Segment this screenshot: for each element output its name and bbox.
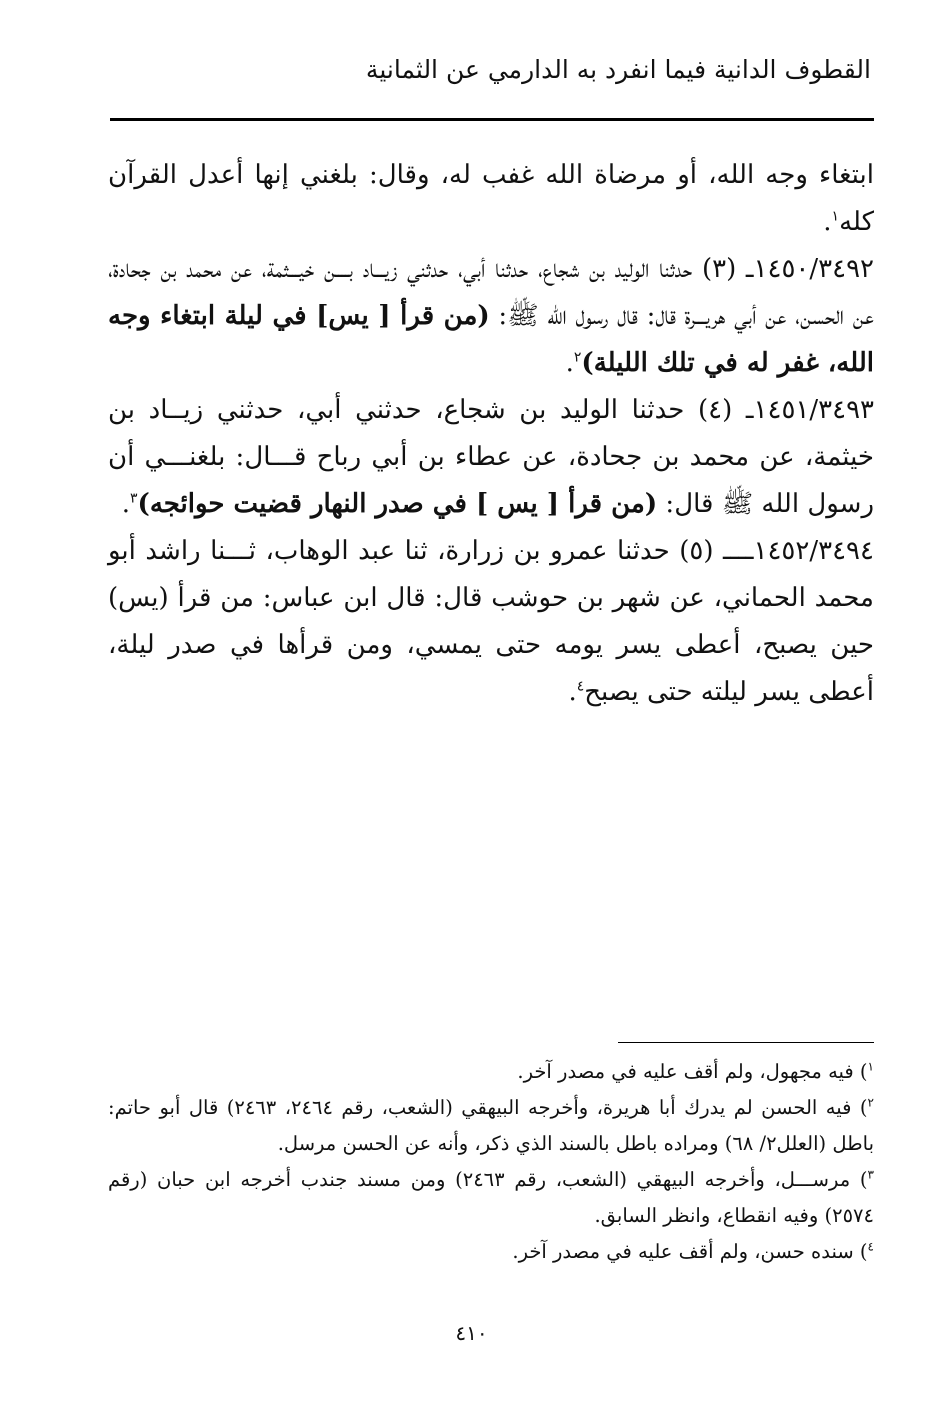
hadith-3493: [108, 387, 874, 528]
hadith-matn: (من قرأ [ يس ] في صدر النهار قضيت حوائجه): [137, 489, 658, 519]
footnotes: [108, 1054, 874, 1270]
hadith-text: ١٤٥٢/٣٤٩٤ــــ (٥) حدثنا عمرو بن زرارة، ثنا عبد الوهاب، ثـــنا راشد أبو محمد الحماني، عن شهر بن حوشب قال: قال ابن عباس: من قرأ (يس) حين يصبح، أعطى يسر يومه حتى يمسي، ومن قرأها في صدر ليلة، أعطى يسر ليلته حتى يصبح: [108, 536, 874, 707]
paragraph-end: .: [823, 207, 832, 237]
hadith-3492: [108, 246, 874, 387]
hadith-3494: [108, 528, 874, 716]
hadith-chain: ١٤٥٠/٣٤٩٢ـ (٣) حدثنا الوليد بن شجاع، حدثنا أبي، حدثني زيـــاد بــــن خيـــثمة، عن محمد بن جحادة، عن الحسن، عن أبي هريـــرة قال: قال رسول الله ﷺ:: [108, 254, 874, 331]
footnote-text: ) فيه الحسن لم يدرك أبا هريرة، وأخرجه البيهقي (الشعب، رقم ٢٤٦٤، ٢٤٦٣) قال أبو حاتم: باطل (العلل٢/ ٦٨) ومراده باطل بالسند الذي ذكر، وأنه عن الحسن مرسل.: [108, 1096, 874, 1155]
footnote-text: ) سنده حسن، ولم أقف عليه في مصدر آخر.: [512, 1240, 868, 1263]
footnote-2: [108, 1090, 874, 1162]
paragraph-end: .: [565, 348, 574, 378]
footnote-mark: ٣: [867, 1167, 874, 1182]
footnote-ref: ٢: [573, 349, 582, 366]
paragraph-continuation: [108, 152, 874, 246]
footnote-3: [108, 1162, 874, 1234]
paragraph-end: .: [568, 677, 577, 707]
footnote-text: ) فيه مجهول، ولم أقف عليه في مصدر آخر.: [517, 1060, 868, 1083]
footnote-mark: ٢: [867, 1095, 874, 1110]
footnote-ref: ٣: [129, 490, 138, 507]
footnote-separator: [618, 1042, 874, 1043]
footnote-4: [108, 1234, 874, 1270]
footnote-1: [108, 1054, 874, 1090]
paragraph-text: ابتغاء وجه الله، أو مرضاة الله غفب له، وقال: بلغني إنها أعدل القرآن كله: [108, 160, 874, 237]
footnote-ref: ٤: [576, 678, 585, 695]
main-text: [108, 152, 874, 716]
hadith-chain: ١٤٥١/٣٤٩٣ـ (٤) حدثنا الوليد بن شجاع، حدثني أبي، حدثني زيــاد بن خيثمة، عن محمد بن جحادة، عن عطاء بن أبي رباح قـــال: بلغنـــي أن رسول الله ﷺ قال:: [108, 395, 875, 519]
footnote-mark: ٤: [867, 1239, 874, 1254]
footnote-ref: ١: [831, 208, 840, 225]
running-header-title: القطوف الدانية فيما انفرد به الدارمي عن الثمانية: [365, 55, 871, 84]
footnote-text: ) مرســـل، وأخرجه البيهقي (الشعب، رقم ٢٤٦٣) ومن مسند جندب أخرجه ابن حبان (رقم ٢٥٧٤) وفيه انقطاع، وانظر السابق.: [108, 1168, 874, 1227]
header-rule: [110, 118, 874, 121]
page-number: ٤١٠: [455, 1321, 488, 1345]
hadith-matn: (من قرأ [ يس] في ليلة ابتغاء وجه الله، غفر له في تلك الليلة): [108, 301, 874, 378]
footnote-mark: ١: [867, 1059, 874, 1074]
paragraph-end: .: [121, 489, 130, 519]
